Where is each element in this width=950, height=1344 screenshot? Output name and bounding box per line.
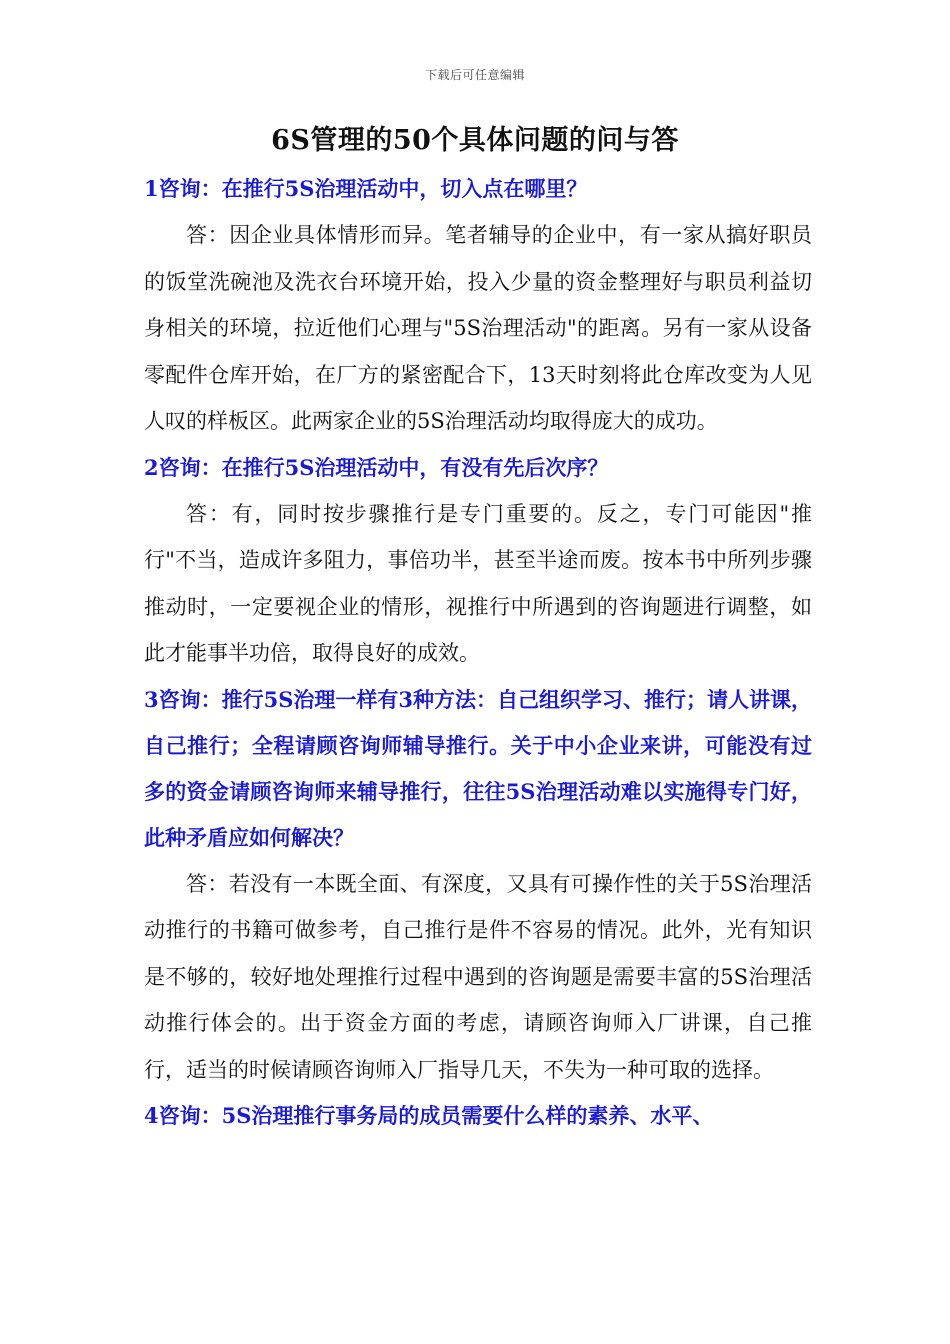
qa-item-4 [144,1093,812,1139]
question-3: 3咨询：推行5S治理一样有3种方法：自己组织学习、推行；请人讲课，自己推行；全程请顾咨询师辅导推行。关于中小企业来讲，可能没有过多的资金请顾咨询师来辅导推行，往往5S治理活动难以实施得专门好，此种矛盾应如何解决？ [144,686,812,850]
question-4: 4咨询：5S治理推行事务局的成员需要什么样的素养、水平、 [144,1103,714,1128]
question-1: 1咨询：在推行5S治理活动中，切入点在哪里？ [144,176,588,201]
qa-item-1 [144,166,812,445]
answer-1: 答：因企业具体情形而异。笔者辅导的企业中，有一家从搞好职员的饭堂洗碗池及洗衣台环境开始，投入少量的资金整理好与职员利益切身相关的环境，拉近他们心理与"5S治理活动"的距离。另有一家从设备零配件仓库开始，在厂方的紧密配合下，13天时刻将此仓库改变为人见人叹的样板区。此两家企业的5S治理活动均取得庞大的成功。 [144,223,812,433]
answer-2: 答：有，同时按步骤推行是专门重要的。反之，专门可能因"推行"不当，造成许多阻力，事倍功半，甚至半途而废。按本书中所列步骤推动时，一定要视企业的情形，视推行中所遇到的咨询题进行调整，如此才能事半功倍，取得良好的成效。 [144,501,812,665]
qa-content [144,166,812,1139]
question-2: 2咨询：在推行5S治理活动中，有没有先后次序？ [144,454,609,480]
document-title: 6S管理的50个具体问题的问与答 [271,125,679,156]
header-note: 下载后可任意编辑 [424,68,525,82]
qa-item-3 [144,677,812,1094]
answer-3: 答：若没有一本既全面、有深度，又具有可操作性的关于5S治理活动推行的书籍可做参考，自己推行是件不容易的情况。此外，光有知识是不够的，较好地处理推行过程中遇到的咨询题是需要丰富的5S治理活动推行体会的。出于资金方面的考虑，请顾咨询师入厂讲课，自己推行，适当的时候请顾咨询师入厂指导几天，不失为一种可取的选择。 [144,871,812,1082]
qa-item-2 [144,445,812,677]
